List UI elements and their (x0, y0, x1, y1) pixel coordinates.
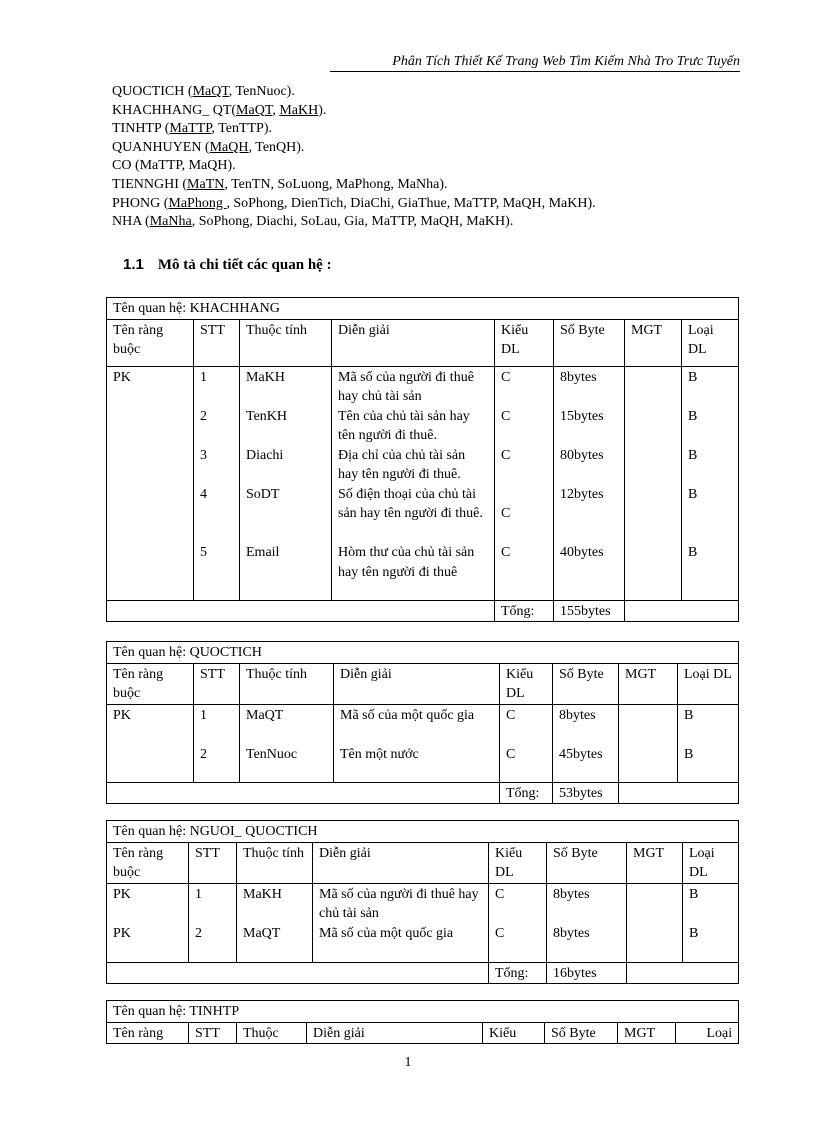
col-header: Loại DL (678, 663, 739, 704)
schema-line: TIENNGHI (MaTN, TenTN, SoLuong, MaPhong, MaNha). (112, 176, 448, 192)
total-label: Tổng: (495, 600, 554, 622)
table-title: Tên quan hệ: QUOCTICH (107, 642, 739, 664)
bytes-cell: 8bytes 15bytes 80bytes 12bytes 40bytes (554, 366, 625, 600)
col-header: MGT (625, 319, 682, 366)
table-nguoi-quoctich (106, 820, 739, 984)
col-header: Loại DL (683, 842, 739, 883)
attribute-cell: MaQT TenNuoc (240, 704, 334, 782)
col-header: STT (189, 842, 237, 883)
col-header: Thuộc tính (240, 319, 332, 366)
total-value: 53bytes (553, 782, 619, 804)
col-header: Loại (676, 1022, 739, 1044)
stt-cell: 1 2 (194, 704, 240, 782)
schema-list (112, 83, 752, 232)
description-cell: Mã số của người đi thuê hay chủ tài sản Tên của chủ tài sản hay tên người đi thuê. Địa chỉ của chủ tài sản hay tên người đi thuê. Số điện thoại của chủ tài sản hay tên người đi thuê. Hòm thư của chủ tài sản hay tên người đi thuê (332, 366, 495, 600)
table-title: Tên quan hệ: NGUOI_ QUOCTICH (107, 821, 739, 843)
bytes-cell: 8bytes 45bytes (553, 704, 619, 782)
col-header: Tên ràng buộc (107, 842, 189, 883)
type-cell: C C (489, 883, 547, 962)
constraint-cell: PK PK (107, 883, 189, 962)
schema-line: CO (MaTTP, MaQH). (112, 158, 236, 174)
col-header: Loại DL (682, 319, 739, 366)
col-header: Diễn giải (332, 319, 495, 366)
col-header: STT (189, 1022, 237, 1044)
total-spacer (107, 600, 495, 622)
bytes-cell: 8bytes 8bytes (547, 883, 627, 962)
col-header: Số Byte (545, 1022, 618, 1044)
col-header: Tên ràng (107, 1022, 189, 1044)
table-khachhang (106, 297, 739, 622)
table-title: Tên quan hệ: KHACHHANG (107, 298, 739, 320)
constraint-cell: PK (107, 704, 194, 782)
total-label: Tổng: (489, 962, 547, 984)
schema-line: QUOCTICH (MaQT, TenNuoc). (112, 84, 295, 99)
col-header: Số Byte (553, 663, 619, 704)
col-header: MGT (619, 663, 678, 704)
total-spacer (627, 962, 739, 984)
category-cell: B B (678, 704, 739, 782)
schema-line: QUANHUYEN (MaQH, TenQH). (112, 139, 305, 155)
attribute-cell: MaKH TenKH Diachi SoDT Email (240, 366, 332, 600)
col-header: Kiểu DL (489, 842, 547, 883)
type-cell: C C C C C (495, 366, 554, 600)
schema-line: KHACHHANG_ QT(MaQT, MaKH). (112, 102, 327, 118)
stt-cell: 1 2 3 4 5 (194, 366, 240, 600)
schema-line: TINHTP (MaTTP, TenTTP). (112, 121, 273, 137)
col-header: Diễn giải (334, 663, 500, 704)
page-header: Phân Tích Thiết Kế Trang Web Tìm Kiếm Nhà Tro Trưc Tuyến (330, 53, 740, 72)
mgt-cell (627, 883, 683, 962)
col-header: Thuộc tính (240, 663, 334, 704)
table-quoctich (106, 641, 739, 804)
total-value: 16bytes (547, 962, 627, 984)
col-header: Kiểu DL (500, 663, 553, 704)
total-spacer (107, 962, 489, 984)
col-header: Diễn giải (307, 1022, 483, 1044)
col-header: Số Byte (547, 842, 627, 883)
total-spacer (619, 782, 739, 804)
description-cell: Mã số của người đi thuê hay chủ tài sản Mã số của một quốc gia (313, 883, 489, 962)
col-header: Thuộc (237, 1022, 307, 1044)
schema-line: PHONG (MaPhong , SoPhong, DienTich, DiaChi, GiaThue, MaTTP, MaQH, MaKH). (112, 195, 596, 211)
col-header: Tên ràng buộc (107, 319, 194, 366)
schema-line: NHA (MaNha, SoPhong, Diachi, SoLau, Gia, MaTTP, MaQH, MaKH). (112, 214, 514, 230)
col-header: STT (194, 663, 240, 704)
total-spacer (625, 600, 739, 622)
section-number: 1.1 (123, 256, 144, 273)
category-cell: B B B B B (682, 366, 739, 600)
col-header: Thuộc tính (237, 842, 313, 883)
table-tinhtp (106, 1000, 739, 1044)
col-header: Kiểu DL (495, 319, 554, 366)
col-header: Diễn giải (313, 842, 489, 883)
total-label: Tổng: (500, 782, 553, 804)
constraint-cell: PK (107, 366, 194, 600)
section-heading (123, 256, 332, 274)
type-cell: C C (500, 704, 553, 782)
col-header: Tên ràng buộc (107, 663, 194, 704)
table-title: Tên quan hệ: TINHTP (107, 1001, 739, 1023)
stt-cell: 1 2 (189, 883, 237, 962)
col-header: STT (194, 319, 240, 366)
category-cell: B B (683, 883, 739, 962)
mgt-cell (619, 704, 678, 782)
col-header: Số Byte (554, 319, 625, 366)
total-value: 155bytes (554, 600, 625, 622)
section-title: Mô tả chi tiết các quan hệ : (157, 257, 332, 273)
page-number: 1 (404, 1055, 412, 1070)
col-header: Kiểu (483, 1022, 545, 1044)
mgt-cell (625, 366, 682, 600)
total-spacer (107, 782, 500, 804)
attribute-cell: MaKH MaQT (237, 883, 313, 962)
col-header: MGT (618, 1022, 676, 1044)
col-header: MGT (627, 842, 683, 883)
description-cell: Mã số của một quốc gia Tên một nước (334, 704, 500, 782)
